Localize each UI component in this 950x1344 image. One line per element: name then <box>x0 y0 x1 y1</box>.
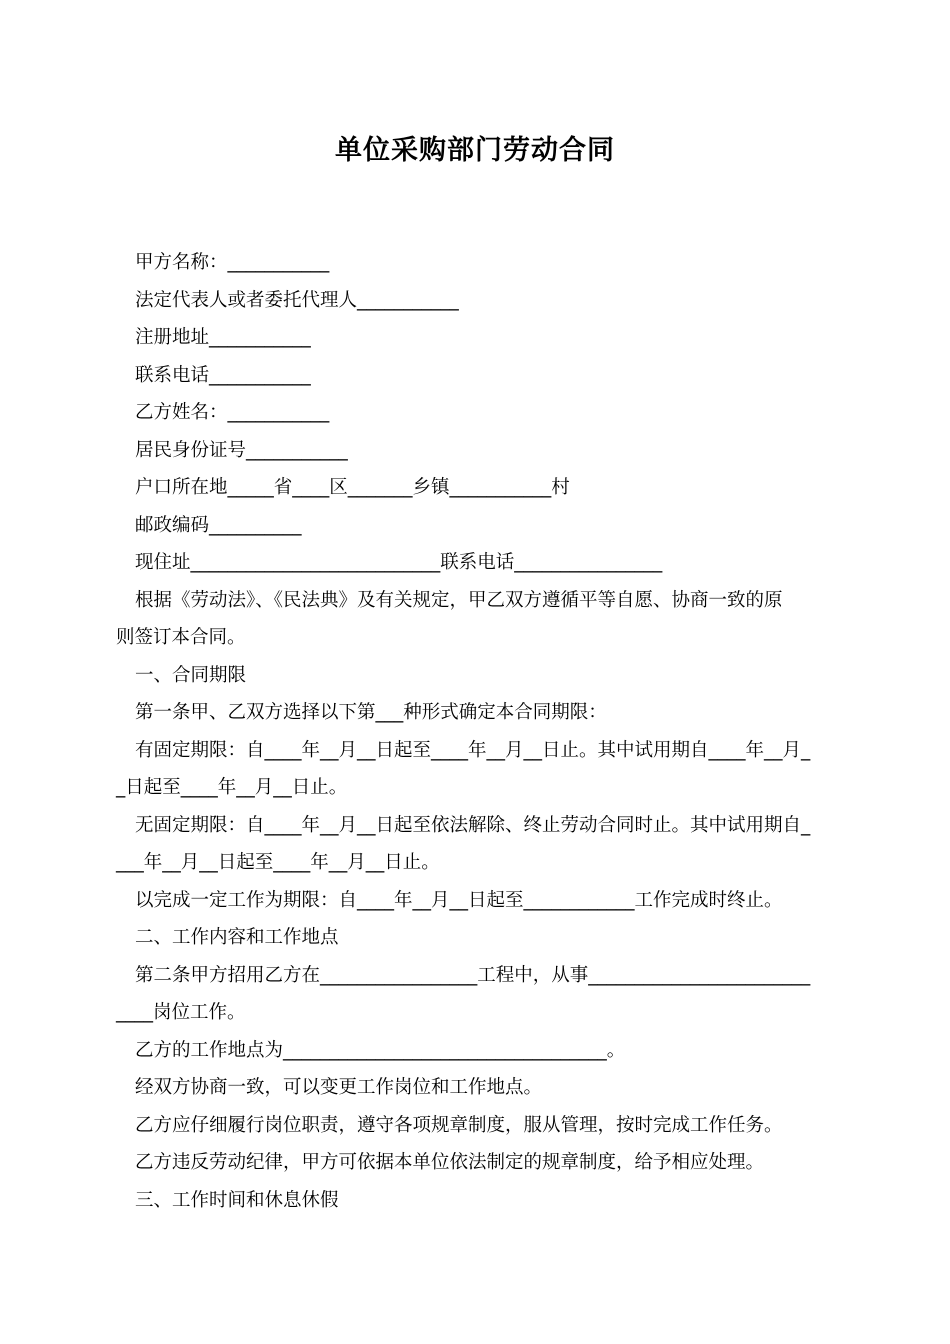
task-term-line: 以完成一定工作为期限：自____年__月__日起至____________工作完成时终止。 <box>135 889 783 911</box>
fixed-term-line-1: 有固定期限：自____年__月__日起至____年__月__日止。其中试用期自____年__月_ <box>135 739 811 761</box>
fixed-term-line-2: _日起至____年__月__日止。 <box>116 777 348 798</box>
current-address-line: 现住址___________________________联系电话________________ <box>135 552 663 573</box>
article-2-line-2: ____岗位工作。 <box>116 1002 246 1023</box>
open-term-line-2: ___年__月__日起至____年__月__日止。 <box>116 852 440 873</box>
article-1-line: 第一条甲、乙双方选择以下第___种形式确定本合同期限： <box>135 702 607 723</box>
preamble-line-1: 根据《劳动法》、《民法典》及有关规定，甲乙双方遵循平等自愿、协商一致的原 <box>135 589 783 611</box>
article-2-line-1: 第二条甲方招用乙方在_________________工程中，从事________________________ <box>135 964 811 986</box>
document-title: 单位采购部门劳动合同 <box>335 135 615 166</box>
section-heading-1: 一、合同期限 <box>135 664 247 686</box>
registered-address-line: 注册地址___________ <box>135 327 311 348</box>
section-heading-2: 二、工作内容和工作地点 <box>135 927 339 948</box>
open-term-line-1: 无固定期限：自____年__月__日起至依法解除、终止劳动合同时止。其中试用期自_ <box>135 814 811 836</box>
party-b-name-line: 乙方姓名：___________ <box>135 402 330 423</box>
household-registration-line: 户口所在地_____省____区_______乡镇___________村 <box>135 477 570 498</box>
preamble-line-2: 则签订本合同。 <box>116 627 246 648</box>
work-location-line: 乙方的工作地点为___________________________________。 <box>135 1039 626 1061</box>
party-a-name-line: 甲方名称：___________ <box>135 252 330 273</box>
discipline-line: 乙方违反劳动纪律，甲方可依据本单位依法制定的规章制度，给予相应处理。 <box>135 1152 765 1173</box>
id-number-line: 居民身份证号___________ <box>135 439 348 461</box>
change-by-agreement-line: 经双方协商一致，可以变更工作岗位和工作地点。 <box>135 1077 543 1098</box>
section-heading-3: 三、工作时间和休息休假 <box>135 1189 339 1211</box>
duties-line: 乙方应仔细履行岗位职责，遵守各项规章制度，服从管理，按时完成工作任务。 <box>135 1114 783 1136</box>
postal-code-line: 邮政编码__________ <box>135 514 302 536</box>
legal-representative-line: 法定代表人或者委托代理人___________ <box>135 289 459 311</box>
party-a-phone-line: 联系电话___________ <box>135 364 311 386</box>
document-body <box>116 244 838 1219</box>
